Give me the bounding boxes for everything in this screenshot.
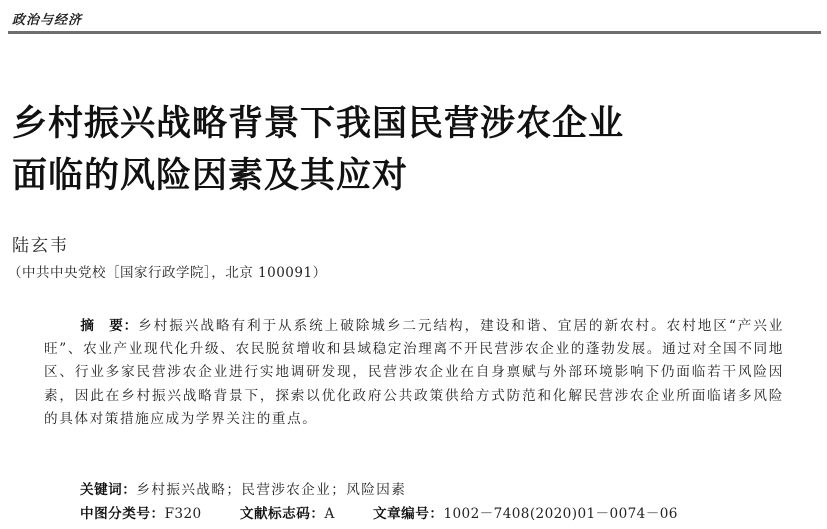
author-name: 陆玄韦 bbox=[12, 236, 69, 256]
header-divider bbox=[8, 31, 821, 34]
abstract-text: 乡村振兴战略有利于从系统上破除城乡二元结构，建设和谐、宜居的新农村。农村地区“产兴业旺”、农业产业现代化升级、农民脱贫增收和县域稳定治理离不开民营涉农企业的蓬勃发展。通过对全国不同地区、行业多家民营涉农企业进行实地调研发现，民营涉农企业在自身禀赋与外部环境影响下仍面临若干风险因素，因此在乡村振兴战略背景下，探索以优化政府公共政策供给方式防范和化解民营涉农企业所面临诸多风险的具体对策措施应成为学界关注的重点。 bbox=[44, 318, 785, 427]
abstract bbox=[44, 315, 784, 431]
classification-line bbox=[80, 502, 678, 522]
article-title bbox=[12, 98, 812, 202]
clc-value: F320 bbox=[164, 506, 202, 522]
author-affiliation: （中共中央党校［国家行政学院］，北京 100091） bbox=[8, 265, 327, 281]
clc-label: 中图分类号： bbox=[80, 506, 165, 522]
article-number-label: 文章编号： bbox=[372, 506, 444, 522]
article-number-value: 1002－7408(2020)01－0074－06 bbox=[443, 506, 678, 522]
document-code-label: 文献标志码： bbox=[239, 506, 325, 522]
clc-number bbox=[80, 502, 202, 522]
abstract-label: 摘 要： bbox=[80, 318, 139, 334]
document-code-value: A bbox=[324, 506, 335, 522]
document-code bbox=[240, 502, 335, 522]
journal-section-label: 政治与经济 bbox=[12, 13, 83, 28]
article-number bbox=[373, 502, 678, 522]
article-title-line-1: 乡村振兴战略背景下我国民营涉农企业 bbox=[12, 104, 625, 144]
article-title-line-2: 面临的风险因素及其应对 bbox=[12, 156, 409, 196]
keywords-line bbox=[80, 478, 406, 498]
keywords-text: 乡村振兴战略；民营涉农企业；风险因素 bbox=[136, 482, 407, 498]
keywords-label: 关键词： bbox=[80, 482, 137, 498]
